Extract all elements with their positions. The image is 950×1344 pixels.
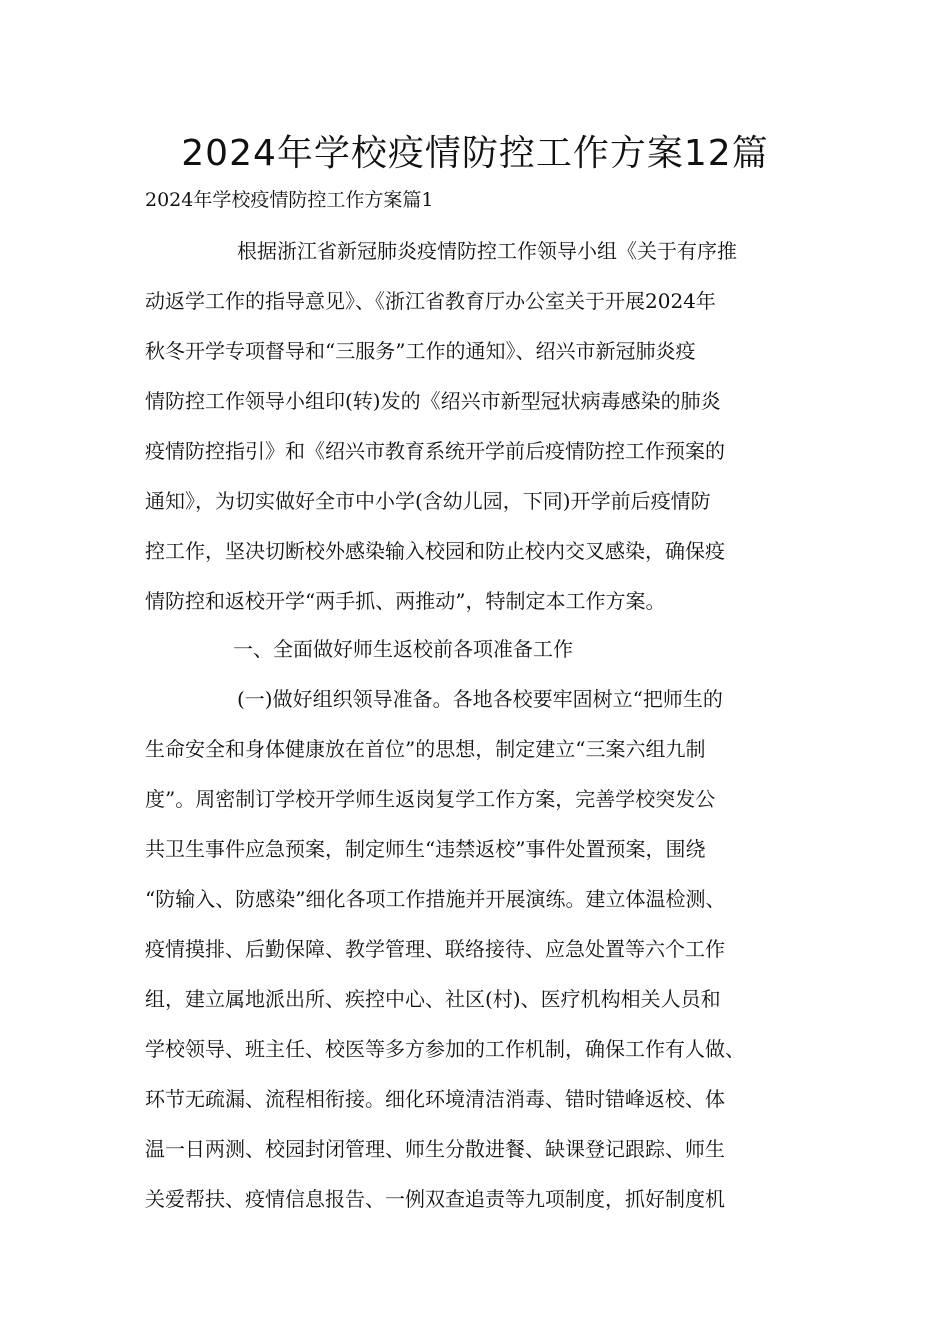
paragraph-line: 动返学工作的指导意见》、《浙江省教育厅办公室关于开展2024年	[145, 289, 716, 313]
paragraph-line: 疫情防控指引》和《绍兴市教育系统开学前后疫情防控工作预案的	[145, 439, 725, 463]
document-title: 2024年学校疫情防控工作方案12篇	[181, 133, 769, 174]
section-subtitle: 2024年学校疫情防控工作方案篇1	[145, 189, 434, 211]
paragraph-line: 度”。周密制订学校开学师生返岗复学工作方案，完善学校突发公	[145, 787, 716, 811]
section-heading: 一、全面做好师生返校前各项准备工作	[233, 637, 573, 661]
paragraph-line: 环节无疏漏、流程相衔接。细化环境清洁消毒、错时错峰返校、体	[145, 1087, 725, 1111]
paragraph-line: 关爱帮扶、疫情信息报告、一例双查追责等九项制度，抓好制度机	[145, 1187, 725, 1211]
paragraph-line: (一)做好组织领导准备。各地各校要牢固树立“把师生的	[237, 687, 723, 711]
paragraph-line: 情防控工作领导小组印(转)发的《绍兴市新型冠状病毒感染的肺炎	[145, 389, 721, 413]
paragraph-line: 通知》，为切实做好全市中小学(含幼儿园，下同)开学前后疫情防	[145, 489, 711, 513]
paragraph-line: 控工作，坚决切断校外感染输入校园和防止校内交叉感染，确保疫	[145, 539, 725, 563]
paragraph-line: 疫情摸排、后勤保障、教学管理、联络接待、应急处置等六个工作	[145, 937, 725, 961]
paragraph-line: “防输入、防感染”细化各项工作措施并开展演练。建立体温检测、	[145, 887, 726, 911]
paragraph-line: 组，建立属地派出所、疾控中心、社区(村)、医疗机构相关人员和	[145, 987, 721, 1011]
paragraph-line: 共卫生事件应急预案，制定师生“违禁返校”事件处置预案，围绕	[145, 837, 706, 861]
paragraph-line: 温一日两测、校园封闭管理、师生分散进餐、缺课登记跟踪、师生	[145, 1137, 725, 1161]
paragraph-line: 秋冬开学专项督导和“三服务”工作的通知》、绍兴市新冠肺炎疫	[145, 339, 696, 363]
paragraph-line: 生命安全和身体健康放在首位”的思想，制定建立“三案六组九制	[145, 737, 706, 761]
paragraph-line: 学校领导、班主任、校医等多方参加的工作机制，确保工作有人做、	[145, 1037, 745, 1061]
paragraph-line: 根据浙江省新冠肺炎疫情防控工作领导小组《关于有序推	[237, 239, 737, 263]
paragraph-line: 情防控和返校开学“两手抓、两推动”，特制定本工作方案。	[145, 589, 666, 613]
